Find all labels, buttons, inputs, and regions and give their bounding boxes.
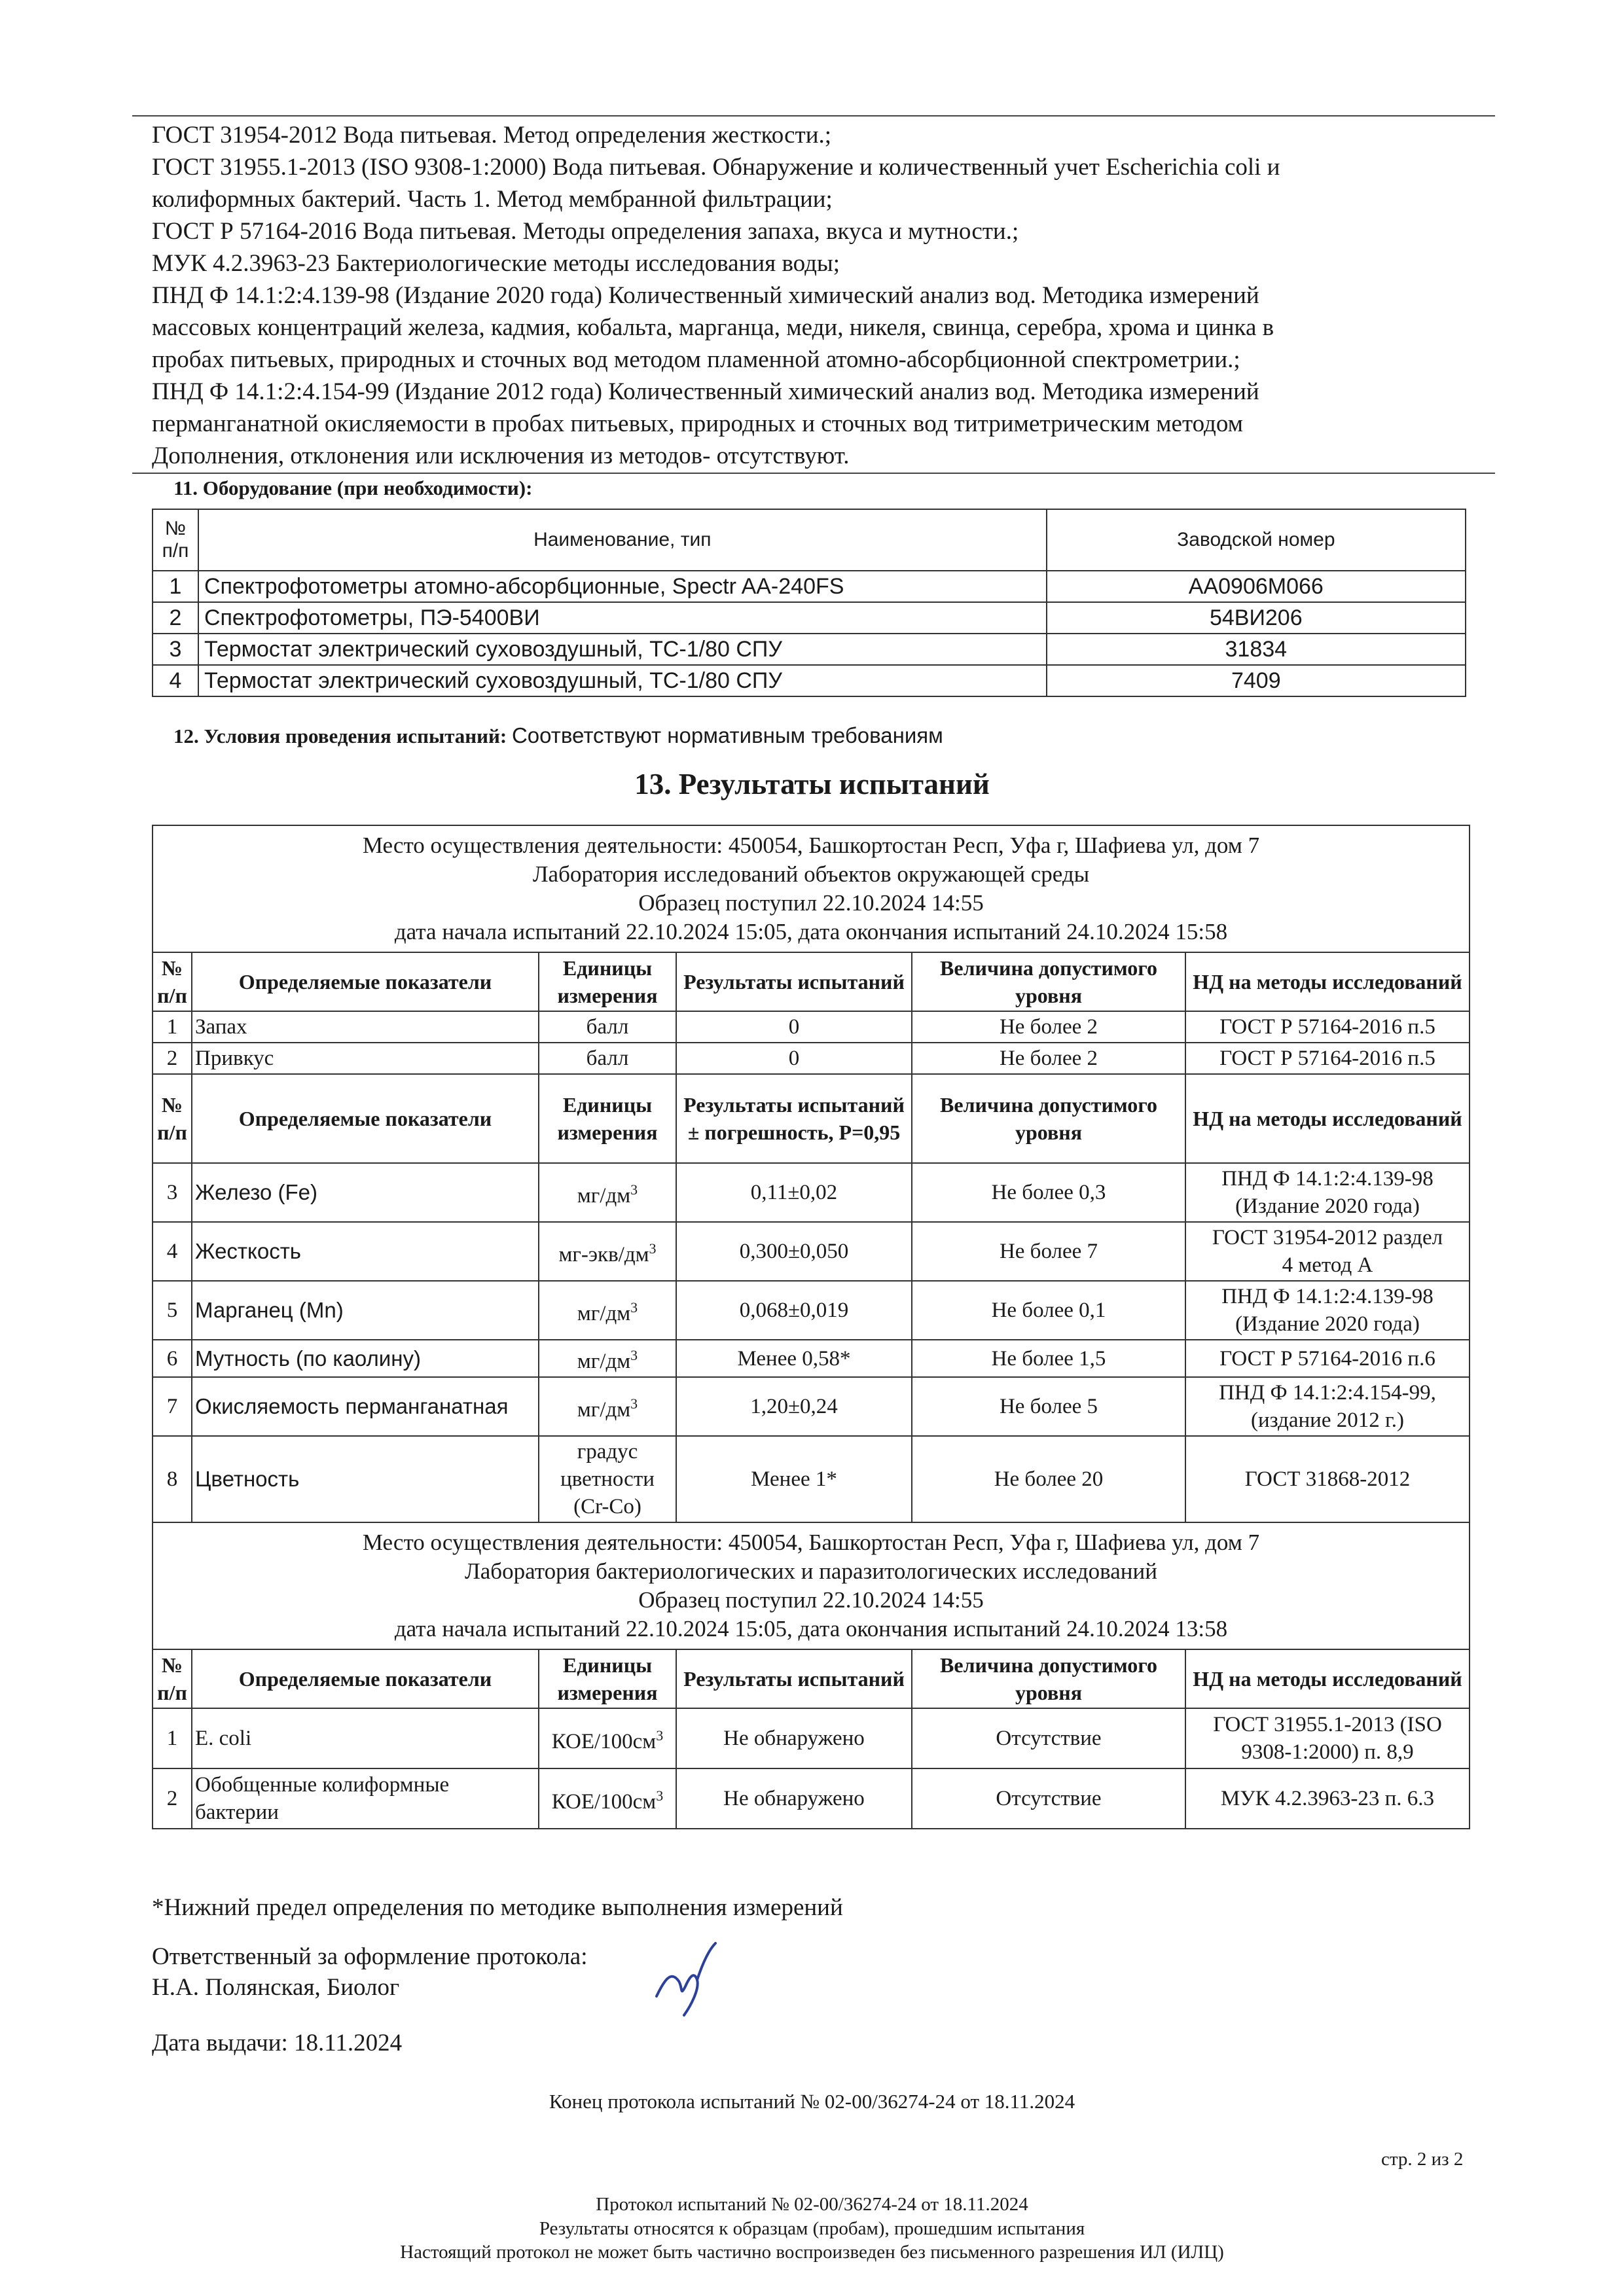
table-row [153,1011,1470,1043]
cell [539,1768,676,1829]
cell: Не более 1,5 [912,1340,1185,1377]
col-header: Величина допустимого уровня [912,1649,1185,1708]
col-header: Результаты испытаний [676,1649,912,1708]
method-line: колиформных бактерий. Часть 1. Метод мембранной фильтрации; [152,186,833,213]
unit-superscript: 3 [656,1787,664,1804]
table-header-row [153,509,1466,571]
method-line: пробах питьевых, природных и сточных вод методом пламенной атомно-абсорбционной спектрометрии.; [152,346,1240,373]
cell: ГОСТ 31868-2012 [1185,1436,1470,1522]
cell: 2 [153,602,198,634]
col-header: Определяемые показатели [192,952,539,1011]
cell: Не более 2 [912,1011,1185,1043]
cell: 54ВИ206 [1047,602,1466,634]
method-line: Дополнения, отклонения или исключения из методов- отсутствуют. [152,442,850,469]
col-header: Результаты испытаний [676,952,912,1011]
col-header: Наименование, тип [198,509,1047,571]
unit-text: мг-экв/дм [558,1242,649,1266]
table-row [153,665,1466,696]
unit-superscript: 3 [630,1347,638,1363]
col-header: Величина допустимого уровня [912,1074,1185,1163]
cell: 4 [153,1222,192,1281]
responsible-label: Ответственный за оформление протокола: [152,1943,588,1970]
cell: Термостат электрический суховоздушный, ТС-1/80 СПУ [198,634,1047,665]
cell: 4 [153,665,198,696]
cell: Не более 2 [912,1043,1185,1074]
sample-received: Образец поступил 22.10.2024 14:55 [638,890,984,916]
unit-superscript: 3 [630,1181,638,1198]
cell: Менее 1* [676,1436,912,1522]
footer-line: Протокол испытаний № 02-00/36274-24 от 18.11.2024 [596,2194,1028,2215]
table-row [153,634,1466,665]
unit-superscript: 3 [649,1240,657,1257]
unit-superscript: 3 [656,1727,664,1744]
methods-list [152,119,1468,472]
footer-line: Настоящий протокол не может быть частично воспроизведен без письменного разрешения ИЛ (ИЛЦ) [400,2242,1224,2263]
cell: 7409 [1047,665,1466,696]
cell: 3 [153,1163,192,1222]
col-header: Определяемые показатели [192,1649,539,1708]
cell [1185,1708,1470,1768]
col-header: НД на методы исследований [1185,1649,1470,1708]
method-line: массовых концентраций железа, кадмия, кобальта, марганца, меди, никеля, свинца, серебра, хрома и цинка в [152,314,1274,341]
cell: Термостат электрический суховоздушный, ТС-1/80 СПУ [198,665,1047,696]
conditions [173,723,943,748]
table-row [153,571,1466,602]
cell: 0 [676,1043,912,1074]
table-row [153,1377,1470,1436]
page-number: стр. 2 из 2 [1381,2149,1464,2170]
cell [1185,1377,1470,1436]
lab-info [153,1522,1470,1649]
divider [132,473,1495,474]
cell: 5 [153,1281,192,1340]
cell: ГОСТ Р 57164-2016 п.5 [1185,1011,1470,1043]
table-row [153,1043,1470,1074]
cell: Не более 5 [912,1377,1185,1436]
cell: Привкус [192,1043,539,1074]
cell: Цветность [192,1436,539,1522]
footnote: *Нижний предел определения по методике выполнения измерений [152,1894,843,1921]
cell: 1 [153,571,198,602]
table-row [153,1436,1470,1522]
nd-line: ГОСТ 31954-2012 раздел [1212,1226,1443,1249]
lab-name: Лаборатория бактериологических и паразитологических исследований [465,1558,1157,1584]
nd-line: (издание 2012 г.) [1250,1408,1405,1432]
table-row [153,1222,1470,1281]
unit-line: градус [577,1440,638,1463]
conditions-label: 12. Условия проведения испытаний: [173,725,507,747]
protocol-end: Конец протокола испытаний № 02-00/36274-24 от 18.11.2024 [549,2090,1075,2113]
cell: Мутность (по каолину) [192,1340,539,1377]
cell: Спектрофотометры атомно-абсорбционные, Spectr AA-240FS [198,571,1047,602]
lab-address: Место осуществления деятельности: 450054, Башкортостан Респ, Уфа г, Шафиева ул, дом 7 [362,833,1260,858]
col-header: Единицы измерения [539,952,676,1011]
unit-text: КОЕ/100см [551,1729,657,1753]
table-row [153,602,1466,634]
cell: Отсутствие [912,1768,1185,1829]
unit-text: мг/дм [577,1183,631,1208]
col-header: Единицы измерения [539,1074,676,1163]
conditions-value: Соответствуют нормативным требованиям [511,723,943,747]
cell: 2 [153,1768,192,1829]
cell: Не более 7 [912,1222,1185,1281]
col-header: Результаты испытаний ± погрешность, Р=0,95 [676,1074,912,1163]
cell: ГОСТ Р 57164-2016 п.5 [1185,1043,1470,1074]
results-table [152,825,1470,1829]
cell: 31834 [1047,634,1466,665]
cell: Спектрофотометры, ПЭ-5400ВИ [198,602,1047,634]
cell: балл [539,1011,676,1043]
col-header: НД на методы исследований [1185,1074,1470,1163]
method-line: ГОСТ Р 57164-2016 Вода питьевая. Методы определения запаха, вкуса и мутности.; [152,218,1019,245]
col-header: № п/п [153,509,198,571]
cell: Не обнаружено [676,1708,912,1768]
cell [539,1281,676,1340]
nd-line: ПНД Ф 14.1:2:4.154-99, [1219,1381,1436,1405]
cell: 7 [153,1377,192,1436]
method-line: ПНД Ф 14.1:2:4.154-99 (Издание 2012 года) Количественный химический анализ вод. Методика измерений [152,378,1259,405]
cell [1185,1222,1470,1281]
cell: Марганец (Mn) [192,1281,539,1340]
method-line: МУК 4.2.3963-23 Бактериологические методы исследования воды; [152,250,840,277]
cell: Не более 0,3 [912,1163,1185,1222]
cell: 8 [153,1436,192,1522]
unit-superscript: 3 [630,1395,638,1412]
cell: Менее 0,58* [676,1340,912,1377]
col-header: Величина допустимого уровня [912,952,1185,1011]
nd-line: 4 метод А [1282,1253,1373,1277]
cell: 1 [153,1011,192,1043]
cell [539,1163,676,1222]
method-line: перманганатной окисляемости в пробах питьевых, природных и сточных вод титриметрическим методом [152,410,1244,437]
cell [539,1340,676,1377]
unit-line: (Cr-Co) [573,1495,641,1518]
cell: Не обнаружено [676,1768,912,1829]
nd-line: (Издание 2020 года) [1235,1312,1420,1336]
method-line: ПНД Ф 14.1:2:4.139-98 (Издание 2020 года) Количественный химический анализ вод. Методика измерений [152,282,1259,309]
cell: балл [539,1043,676,1074]
cell [539,1377,676,1436]
table-row [153,1281,1470,1340]
method-line: ГОСТ 31955.1-2013 (ISO 9308-1:2000) Вода питьевая. Обнаружение и количественный учет Escherichia coli и [152,154,1280,181]
col-header: № п/п [153,1074,192,1163]
table-row [153,1340,1470,1377]
cell: 0 [676,1011,912,1043]
col-header: НД на методы исследований [1185,952,1470,1011]
test-dates: дата начала испытаний 22.10.2024 15:05, дата окончания испытаний 24.10.2024 13:58 [394,1616,1228,1641]
lab-address: Место осуществления деятельности: 450054, Башкортостан Респ, Уфа г, Шафиева ул, дом 7 [362,1530,1260,1555]
cell [539,1222,676,1281]
responsible-name: Н.А. Полянская, Биолог [152,1974,400,2001]
cell: Не более 20 [912,1436,1185,1522]
cell [539,1436,676,1522]
lab-info-row [153,1522,1470,1649]
cell [1185,1281,1470,1340]
lab-info [153,825,1470,952]
col-header: № п/п [153,1649,192,1708]
sample-received: Образец поступил 22.10.2024 14:55 [638,1587,984,1613]
nd-line: ПНД Ф 14.1:2:4.139-98 [1221,1285,1434,1308]
table-row [153,1163,1470,1222]
cell: 1 [153,1708,192,1768]
unit-text: мг/дм [577,1350,631,1373]
cell: 1,20±0,24 [676,1377,912,1436]
unit-line: цветности [560,1467,655,1491]
unit-text: КОЕ/100см [551,1789,657,1814]
method-line: ГОСТ 31954-2012 Вода питьевая. Метод определения жесткости.; [152,122,832,149]
col-header: Единицы измерения [539,1649,676,1708]
footer-line: Результаты относятся к образцам (пробам), прошедшим испытания [539,2218,1085,2239]
cell: 0,11±0,02 [676,1163,912,1222]
unit-superscript: 3 [630,1299,638,1316]
cell: ГОСТ Р 57164-2016 п.6 [1185,1340,1470,1377]
table-header-row [153,1649,1470,1708]
table-header-row [153,1074,1470,1163]
cell: 0,068±0,019 [676,1281,912,1340]
table-header-row [153,952,1470,1011]
col-header: № п/п [153,952,192,1011]
nd-line: ПНД Ф 14.1:2:4.139-98 [1221,1167,1434,1191]
cell: 6 [153,1340,192,1377]
cell: E. coli [192,1708,539,1768]
cell: Запах [192,1011,539,1043]
cell: 2 [153,1043,192,1074]
cell: Обобщенные колиформные бактерии [192,1768,539,1829]
nd-line: ГОСТ 31955.1-2013 (ISO [1213,1713,1442,1736]
col-header: Заводской номер [1047,509,1466,571]
equipment-table [152,509,1466,697]
lab-name: Лаборатория исследований объектов окружающей среды [532,861,1090,887]
unit-text: мг/дм [577,1397,631,1422]
test-dates: дата начала испытаний 22.10.2024 15:05, дата окончания испытаний 24.10.2024 15:58 [394,919,1228,944]
cell: Отсутствие [912,1708,1185,1768]
cell: Не более 0,1 [912,1281,1185,1340]
unit-text: мг/дм [577,1301,631,1325]
cell: Окисляемость перманганатная [192,1377,539,1436]
cell [539,1708,676,1768]
divider [132,115,1495,117]
table-row [153,1708,1470,1768]
issue-date: Дата выдачи: 18.11.2024 [152,2030,403,2056]
signature-icon [645,1934,723,2026]
cell [1185,1163,1470,1222]
cell: 3 [153,634,198,665]
cell: Жесткость [192,1222,539,1281]
col-header: Определяемые показатели [192,1074,539,1163]
nd-line: (Издание 2020 года) [1235,1194,1420,1218]
lab-info-row [153,825,1470,952]
nd-line: 9308-1:2000) п. 8,9 [1241,1740,1414,1764]
results-title: 13. Результаты испытаний [634,768,990,800]
cell: Железо (Fe) [192,1163,539,1222]
cell: МУК 4.2.3963-23 п. 6.3 [1185,1768,1470,1829]
equipment-title: 11. Оборудование (при необходимости): [173,476,533,499]
table-row [153,1768,1470,1829]
cell: 0,300±0,050 [676,1222,912,1281]
cell: АА0906М066 [1047,571,1466,602]
